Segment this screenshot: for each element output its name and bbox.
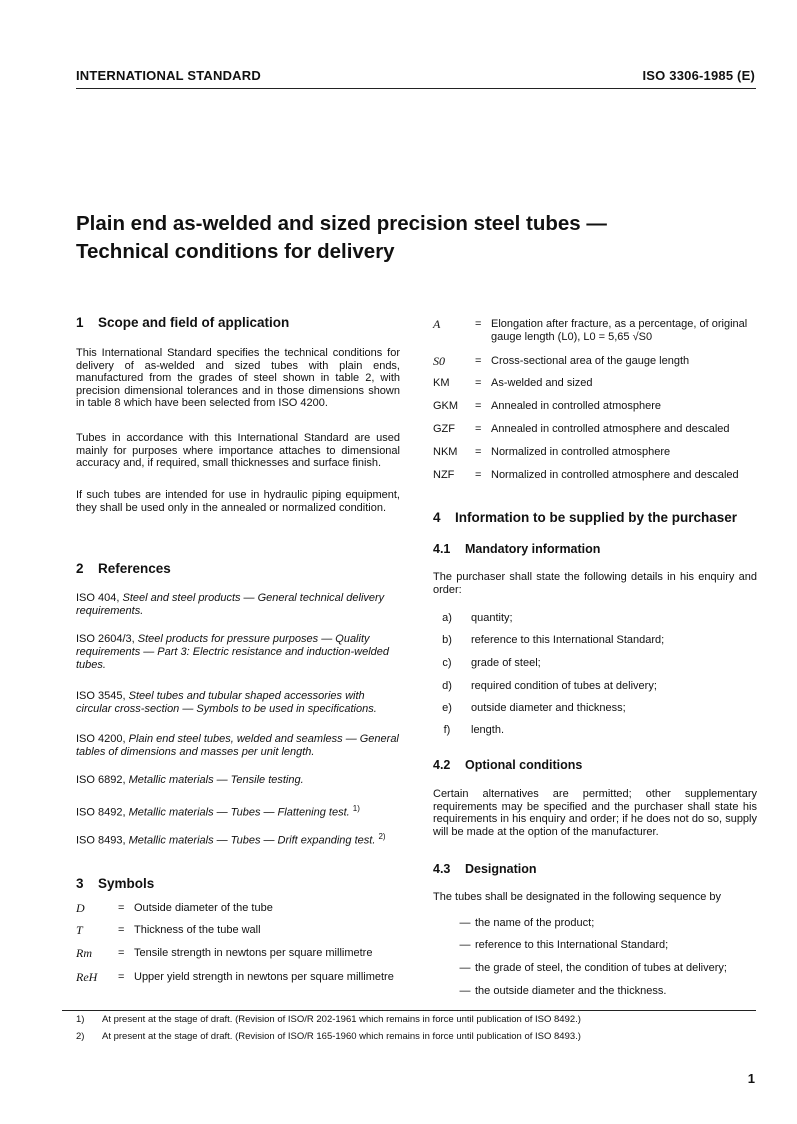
list-item <box>433 724 757 738</box>
list-text: reference to this International Standard; <box>471 634 665 646</box>
symbol-eq: = <box>475 400 482 412</box>
reference-item <box>76 774 402 787</box>
symbol-row <box>76 971 406 999</box>
symbol-eq: = <box>118 947 125 959</box>
ref-title: Metallic materials — Tubes — Drift expanding test. <box>128 834 376 847</box>
symbol-key: S0 <box>433 354 445 368</box>
list-text: quantity; <box>471 612 513 624</box>
subsection-number: 4.1 <box>433 542 451 556</box>
symbol-row <box>76 902 406 916</box>
list-item <box>433 702 757 716</box>
section-1-heading <box>76 315 289 330</box>
list-marker: e) <box>442 702 452 714</box>
list-marker: b) <box>442 634 452 646</box>
reference-item <box>76 592 402 618</box>
symbol-row <box>433 377 757 391</box>
title-line-1: Plain end as-welded and sized precision steel tubes — <box>76 212 607 235</box>
symbol-desc: Annealed in controlled atmosphere <box>491 400 662 412</box>
symbol-desc: Cross-sectional area of the gauge length <box>491 355 690 367</box>
list-item <box>433 939 757 953</box>
ref-code: ISO 6892, <box>76 774 126 786</box>
reference-item <box>76 733 402 759</box>
symbol-desc: Elongation after fracture, as a percentage, of original gauge length (L0), L0 = 5,65 √S0 <box>491 318 748 343</box>
symbol-desc: Annealed in controlled atmosphere and descaled <box>491 423 730 435</box>
section-number: 3 <box>76 876 84 891</box>
section-4-heading <box>433 510 737 525</box>
ref-code: ISO 2604/3, <box>76 633 135 645</box>
footnote-rule <box>62 1010 756 1011</box>
symbol-desc: Normalized in controlled atmosphere <box>491 446 671 458</box>
ref-title: Metallic materials — Tensile testing. <box>128 774 304 786</box>
symbol-eq: = <box>475 423 482 435</box>
symbol-desc: Tensile strength in newtons per square millimetre <box>134 947 373 959</box>
list-marker: d) <box>442 680 452 692</box>
symbol-eq: = <box>118 971 125 983</box>
symbol-desc: Upper yield strength in newtons per square millimetre <box>134 971 394 983</box>
list-marker: — <box>459 962 471 974</box>
designation-intro: The tubes shall be designated in the following sequence by <box>433 891 722 903</box>
symbol-eq: = <box>475 469 482 481</box>
section-number: 2 <box>76 561 84 576</box>
footnote-text: At present at the stage of draft. (Revision of ISO/R 165-1960 which remains in force until publication of ISO 8493.) <box>102 1031 581 1042</box>
symbol-row <box>433 423 757 437</box>
list-marker: a) <box>442 612 452 624</box>
subsection-title: Optional conditions <box>465 758 583 772</box>
section-number: 4 <box>433 510 441 525</box>
scope-paragraph-1: This International Standard specifies the technical conditions for delivery of as-welded and sized tubes with plain ends, manufactured from the grades of steel shown in table 2, with precision dimensional tolerances and in those dimensions shown in table 8 which have been selected from ISO 4200. <box>76 347 400 410</box>
symbol-key: GKM <box>433 400 459 412</box>
ref-code: ISO 8493, <box>76 834 126 847</box>
list-text: the name of the product; <box>475 917 595 929</box>
ref-title: Steel products for pressure purposes — Quality requirements — Part 3: Electric resistance and induction-welded tubes. <box>76 633 390 671</box>
list-marker: — <box>459 985 471 997</box>
list-marker: c) <box>442 657 452 669</box>
symbol-eq: = <box>475 355 482 367</box>
footnote-number: 2) <box>76 1031 85 1042</box>
symbol-key: GZF <box>433 423 455 435</box>
symbol-desc: As-welded and sized <box>491 377 593 389</box>
footnote <box>76 1014 756 1026</box>
footnote-marker: 2) <box>378 832 386 841</box>
page-number: 1 <box>747 1071 755 1086</box>
list-text: grade of steel; <box>471 657 541 669</box>
symbol-key: D <box>76 901 85 915</box>
symbol-row <box>76 924 406 938</box>
reference-item <box>76 830 402 848</box>
symbol-desc: Normalized in controlled atmosphere and descaled <box>491 469 739 481</box>
section-4-1-heading <box>433 542 600 556</box>
footnote <box>76 1031 756 1043</box>
reference-item <box>76 633 402 672</box>
list-text: reference to this International Standard; <box>475 939 669 951</box>
symbol-row <box>433 469 757 483</box>
list-text: required condition of tubes at delivery; <box>471 680 657 692</box>
footnote-text: At present at the stage of draft. (Revision of ISO/R 202-1961 which remains in force until publication of ISO 8492.) <box>102 1014 581 1025</box>
symbol-eq: = <box>118 902 125 914</box>
section-3-heading <box>76 876 154 891</box>
running-header-right: ISO 3306-1985 (E) <box>642 68 755 83</box>
ref-title: Steel tubes and tubular shaped accessories with circular cross-section — Symbols to be used in specifications. <box>76 690 377 715</box>
symbol-eq: = <box>118 924 125 936</box>
list-item <box>433 962 757 976</box>
ref-code: ISO 8492, <box>76 806 126 819</box>
mandatory-intro: The purchaser shall state the following details in his enquiry and order: <box>433 571 757 596</box>
footnote-number: 1) <box>76 1014 85 1025</box>
reference-item <box>76 802 402 820</box>
symbol-row <box>76 947 406 961</box>
symbol-key: A <box>433 317 441 331</box>
list-item <box>433 634 757 648</box>
list-item <box>433 917 757 931</box>
symbol-desc: Thickness of the tube wall <box>134 924 261 936</box>
section-title: Symbols <box>98 876 155 891</box>
ref-code: ISO 4200, <box>76 733 126 745</box>
list-marker: — <box>459 939 471 951</box>
list-item <box>433 612 757 626</box>
section-4-2-heading <box>433 758 582 772</box>
list-item <box>433 657 757 671</box>
list-text: length. <box>471 724 505 736</box>
section-number: 1 <box>76 315 84 330</box>
ref-code: ISO 404, <box>76 592 120 604</box>
symbol-key: KM <box>433 377 450 389</box>
list-text: outside diameter and thickness; <box>471 702 626 714</box>
section-title: References <box>98 561 171 576</box>
subsection-number: 4.2 <box>433 758 451 772</box>
ref-title: Metallic materials — Tubes — Flattening test. <box>128 806 350 819</box>
list-item <box>433 680 757 694</box>
list-text: the grade of steel, the condition of tubes at delivery; <box>475 962 727 974</box>
symbol-desc: Outside diameter of the tube <box>134 902 273 914</box>
running-header-left: INTERNATIONAL STANDARD <box>76 68 261 83</box>
subsection-title: Mandatory information <box>465 542 601 556</box>
symbol-key: NKM <box>433 446 458 458</box>
symbol-key: NZF <box>433 469 455 481</box>
list-item <box>433 985 757 999</box>
ref-title: Plain end steel tubes, welded and seamless — General tables of dimensions and masses per unit length. <box>76 733 399 758</box>
symbol-key: Rm <box>76 946 92 960</box>
optional-conditions-text: Certain alternatives are permitted; other supplementary requirements may be specified and the purchaser shall state his requirements in his enquiry and order; if he does not do so, supply will be made at the option of the manufacturer. <box>433 788 757 838</box>
header-rule <box>76 88 756 89</box>
symbol-eq: = <box>475 446 482 458</box>
symbol-eq: = <box>475 377 482 389</box>
section-4-3-heading <box>433 862 537 876</box>
section-title: Information to be supplied by the purchaser <box>455 510 738 525</box>
title-line-2: Technical conditions for delivery <box>76 240 395 263</box>
ref-title: Steel and steel products — General technical delivery requirements. <box>76 592 385 617</box>
list-marker: — <box>459 917 471 929</box>
list-text: the outside diameter and the thickness. <box>475 985 667 997</box>
symbol-row <box>433 355 757 369</box>
list-marker: f) <box>443 724 451 736</box>
reference-item <box>76 690 402 716</box>
subsection-title: Designation <box>465 862 537 876</box>
document-title <box>76 210 766 266</box>
symbol-eq: = <box>475 318 482 330</box>
scope-paragraph-3: If such tubes are intended for use in hydraulic piping equipment, they shall be used only in the annealed or normalized condition. <box>76 489 400 514</box>
symbol-key: ReH <box>76 970 98 984</box>
footnote-marker: 1) <box>352 804 360 813</box>
symbol-row <box>433 400 757 414</box>
symbol-key: T <box>76 923 83 937</box>
symbol-row <box>433 318 757 346</box>
scope-paragraph-2: Tubes in accordance with this International Standard are used mainly for purposes where importance attaches to dimensional accuracy and, if required, small thicknesses and surface finish. <box>76 432 400 470</box>
symbol-row <box>433 446 757 460</box>
section-title: Scope and field of application <box>98 315 290 330</box>
ref-code: ISO 3545, <box>76 690 126 702</box>
section-2-heading <box>76 561 171 576</box>
subsection-number: 4.3 <box>433 862 451 876</box>
